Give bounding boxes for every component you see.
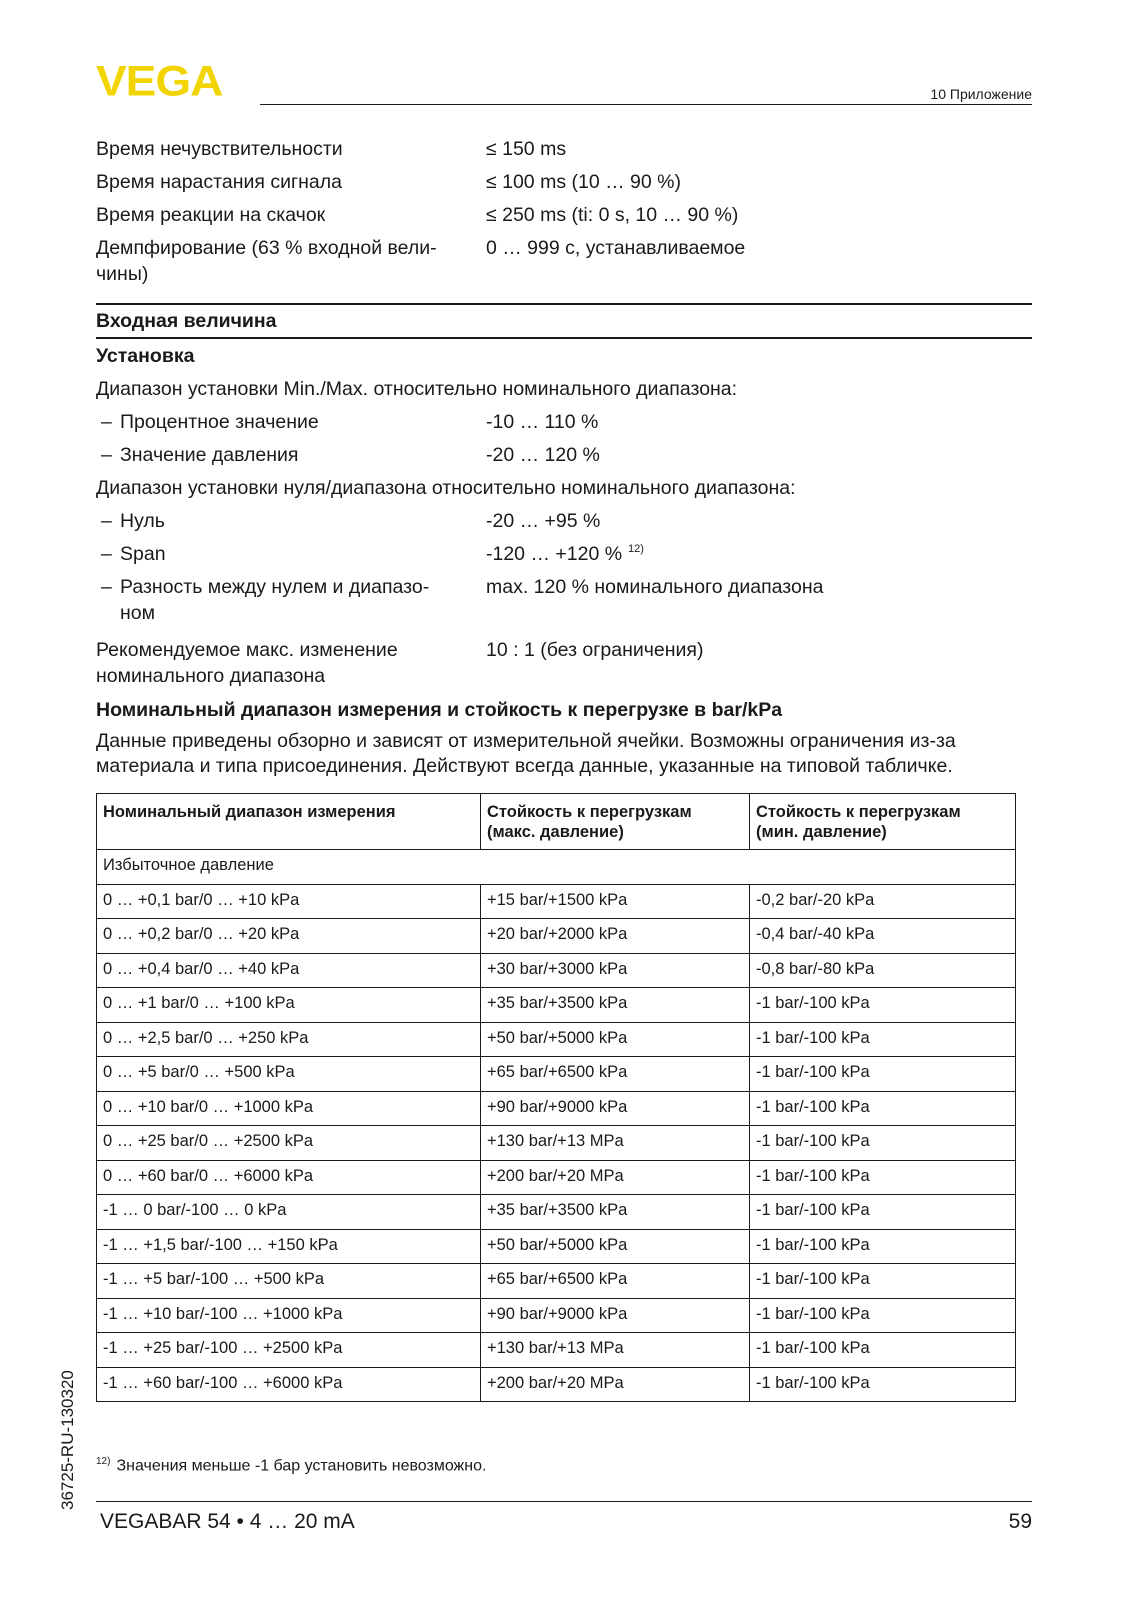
zero-intro: Диапазон установки нуля/диапазона относительно номинального диапазона: [96, 476, 796, 499]
table-cell: -1 … +10 bar/-100 … +1000 kPa [97, 1298, 481, 1333]
range-item [96, 438, 1032, 471]
nominal-text: Данные приведены обзорно и зависят от измерительной ячейки. Возможны ограничения из-за материала и типа присоединения. Действуют всегда данные, указанные на типовой табличке. [96, 730, 956, 777]
spec-label: Время нечувствительности [96, 137, 343, 160]
footer-divider [96, 1501, 1032, 1502]
footnote-mark: 12) [96, 1456, 111, 1467]
range-intro: Диапазон установки Min./Max. относительно номинального диапазона: [96, 377, 738, 400]
table-cell: -1 … +5 bar/-100 … +500 kPa [97, 1264, 481, 1299]
spec-label: Время нарастания сигнала [96, 170, 342, 193]
range-item [96, 405, 1032, 438]
table-cell: -1 … +60 bar/-100 … +6000 kPa [97, 1367, 481, 1402]
zero-item-value [486, 541, 1032, 567]
spec-value: 0 … 999 с, устанавливаемое [486, 236, 746, 259]
timing-list [96, 132, 1032, 290]
spec-value: ≤ 150 ms [486, 137, 567, 160]
table-cell: -0,8 bar/-80 kPa [750, 953, 1016, 988]
recommended-row [96, 629, 1032, 693]
range-item-value: -20 … 120 % [486, 443, 600, 466]
table-header: Стойкость к перегрузкам (мин. давление) [750, 794, 1016, 850]
table-cell: +15 bar/+1500 kPa [481, 884, 750, 919]
nominal-title: Номинальный диапазон измерения и стойкость к перегрузке в bar/kPa [96, 698, 783, 721]
table-cell: 0 … +60 bar/0 … +6000 kPa [97, 1160, 481, 1195]
table-cell: +65 bar/+6500 kPa [481, 1264, 750, 1299]
spec-value: ≤ 250 ms (ti: 0 s, 10 … 90 %) [486, 203, 739, 226]
table-cell: +200 bar/+20 MPa [481, 1367, 750, 1402]
table-cell: +200 bar/+20 MPa [481, 1160, 750, 1195]
pressure-table [96, 793, 1016, 1402]
zero-item-label: – Разность между нулем и диапазо- ном [96, 574, 486, 626]
table-cell: -1 bar/-100 kPa [750, 1229, 1016, 1264]
table-cell: 0 … +10 bar/0 … +1000 kPa [97, 1091, 481, 1126]
spec-row [96, 198, 1032, 231]
table-cell: +130 bar/+13 MPa [481, 1333, 750, 1368]
table-cell: +20 bar/+2000 kPa [481, 919, 750, 954]
table-row [97, 988, 1016, 1023]
table-cell: -1 bar/-100 kPa [750, 988, 1016, 1023]
zero-item-label: – Нуль [96, 508, 486, 534]
table-cell: -1 bar/-100 kPa [750, 1298, 1016, 1333]
table-row [97, 953, 1016, 988]
table-cell: -1 bar/-100 kPa [750, 1126, 1016, 1161]
section-subtitle: Установка [96, 345, 195, 367]
table-group-label: Избыточное давление [97, 850, 1016, 885]
table-row [97, 884, 1016, 919]
spec-value: ≤ 100 ms (10 … 90 %) [486, 170, 681, 193]
recommended-value: 10 : 1 (без ограничения) [486, 639, 704, 661]
range-item-label: – Значение давления [96, 442, 486, 468]
spec-label: Демпфирование (63 % входной вели- чины) [96, 236, 437, 285]
document-id: 36725-RU-130320 [58, 1370, 77, 1510]
range-item-label: – Процентное значение [96, 409, 486, 435]
table-cell: +35 bar/+3500 kPa [481, 988, 750, 1023]
table-cell: +130 bar/+13 MPa [481, 1126, 750, 1161]
table-cell: -1 … +25 bar/-100 … +2500 kPa [97, 1333, 481, 1368]
spec-row [96, 132, 1032, 165]
footnote-text: Значения меньше -1 бар установить невозможно. [116, 1457, 487, 1475]
table-cell: +35 bar/+3500 kPa [481, 1195, 750, 1230]
table-cell: -1 bar/-100 kPa [750, 1264, 1016, 1299]
zero-item [96, 504, 1032, 537]
table-cell: -1 bar/-100 kPa [750, 1333, 1016, 1368]
table-cell: -0,4 bar/-40 kPa [750, 919, 1016, 954]
table-row [97, 1126, 1016, 1161]
zero-item-label: – Span [96, 541, 486, 567]
footer-product: VEGABAR 54 • 4 … 20 mA [100, 1510, 355, 1533]
table-cell: +30 bar/+3000 kPa [481, 953, 750, 988]
table-cell: +90 bar/+9000 kPa [481, 1298, 750, 1333]
table-cell: 0 … +1 bar/0 … +100 kPa [97, 988, 481, 1023]
header-divider [260, 104, 1032, 105]
table-group-row [97, 850, 1016, 885]
table-cell: +65 bar/+6500 kPa [481, 1057, 750, 1092]
table-row [97, 1195, 1016, 1230]
zero-item-value: -20 … +95 % [486, 509, 601, 532]
table-header-row [97, 794, 1016, 850]
table-cell: -1 bar/-100 kPa [750, 1022, 1016, 1057]
table-cell: 0 … +0,1 bar/0 … +10 kPa [97, 884, 481, 919]
table-row [97, 1160, 1016, 1195]
table-row [97, 1022, 1016, 1057]
table-cell: 0 … +0,2 bar/0 … +20 kPa [97, 919, 481, 954]
zero-item-value: max. 120 % номинального диапазона [486, 575, 824, 598]
table-cell: -1 … 0 bar/-100 … 0 kPa [97, 1195, 481, 1230]
footnote-ref: 12) [628, 543, 644, 555]
zero-item [96, 570, 1032, 629]
table-cell: -1 bar/-100 kPa [750, 1160, 1016, 1195]
page-number: 59 [1008, 1510, 1032, 1533]
table-cell: -1 bar/-100 kPa [750, 1057, 1016, 1092]
spec-row [96, 231, 1032, 290]
recommended-label: Рекомендуемое макс. изменение номинального диапазона [96, 639, 398, 687]
table-header: Номинальный диапазон измерения [97, 794, 481, 850]
table-cell: 0 … +5 bar/0 … +500 kPa [97, 1057, 481, 1092]
table-row [97, 1091, 1016, 1126]
table-cell: -1 bar/-100 kPa [750, 1195, 1016, 1230]
table-row [97, 1229, 1016, 1264]
table-cell: -0,2 bar/-20 kPa [750, 884, 1016, 919]
chapter-label: 10 Приложение [930, 86, 1032, 102]
table-cell: -1 bar/-100 kPa [750, 1091, 1016, 1126]
table-row [97, 1333, 1016, 1368]
table-row [97, 1057, 1016, 1092]
table-cell: +50 bar/+5000 kPa [481, 1022, 750, 1057]
span-value: -120 … +120 % [486, 542, 623, 565]
spec-label: Время реакции на скачок [96, 203, 326, 226]
spec-row [96, 165, 1032, 198]
table-cell: 0 … +25 bar/0 … +2500 kPa [97, 1126, 481, 1161]
table-row [97, 919, 1016, 954]
section-title: Входная величина [96, 303, 1032, 339]
vega-logo: VEGA [96, 57, 223, 105]
table-cell: 0 … +2,5 bar/0 … +250 kPa [97, 1022, 481, 1057]
table-cell: 0 … +0,4 bar/0 … +40 kPa [97, 953, 481, 988]
range-item-value: -10 … 110 % [486, 410, 599, 433]
table-row [97, 1367, 1016, 1402]
table-row [97, 1298, 1016, 1333]
table-cell: -1 … +1,5 bar/-100 … +150 kPa [97, 1229, 481, 1264]
page-content [96, 132, 1032, 1402]
table-header: Стойкость к перегрузкам (макс. давление) [481, 794, 750, 850]
footnote [96, 1456, 486, 1475]
table-cell: +50 bar/+5000 kPa [481, 1229, 750, 1264]
table-row [97, 1264, 1016, 1299]
table-cell: -1 bar/-100 kPa [750, 1367, 1016, 1402]
table-cell: +90 bar/+9000 kPa [481, 1091, 750, 1126]
zero-item [96, 537, 1032, 570]
